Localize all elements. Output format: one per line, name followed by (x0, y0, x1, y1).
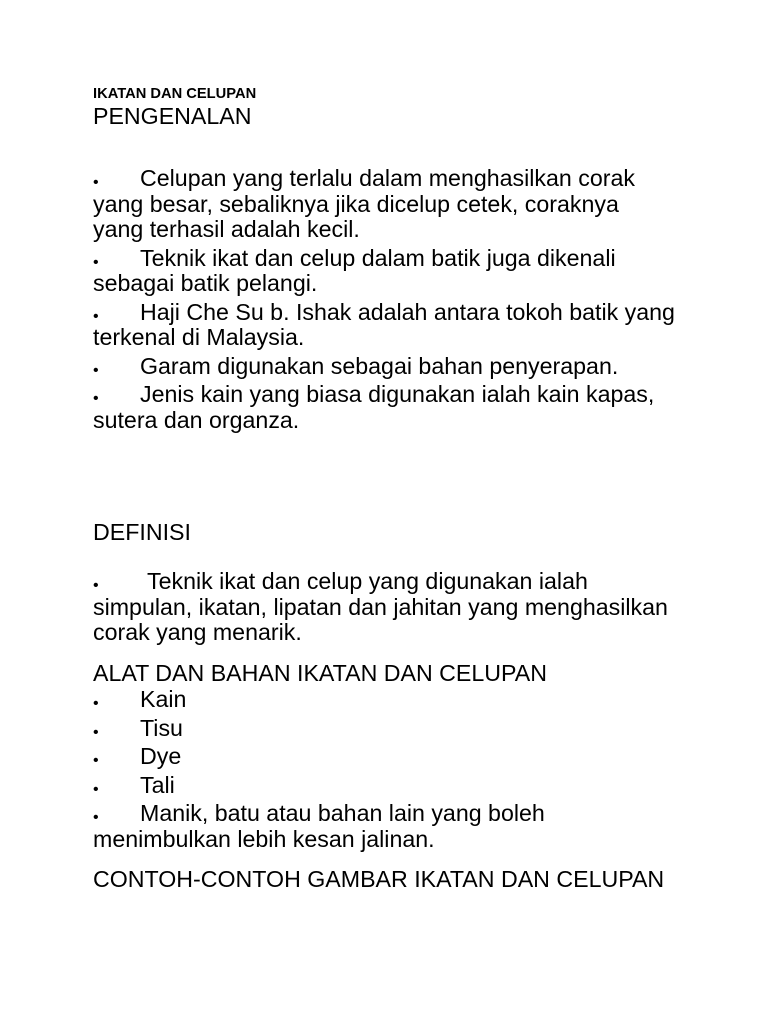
list-item (93, 382, 733, 433)
alat-dan-bahan-list (93, 687, 733, 852)
list-item (93, 354, 733, 380)
list-item-line: Celupan yang terlalu dalam menghasilkan corak (140, 165, 635, 191)
bullet-icon: • (93, 361, 99, 379)
list-item (93, 716, 733, 742)
list-item-line: Teknik ikat dan celup yang digunakan ialah (147, 568, 588, 594)
section-heading-contoh: CONTOH-CONTOH GAMBAR IKATAN DAN CELUPAN (93, 866, 665, 892)
bullet-icon: • (93, 723, 99, 741)
section-heading-alat-dan-bahan: ALAT DAN BAHAN IKATAN DAN CELUPAN (93, 660, 547, 686)
bullet-icon: • (93, 809, 99, 826)
list-item (93, 246, 733, 297)
list-item (93, 166, 733, 243)
list-item-line: simpulan, ikatan, lipatan dan jahitan yang menghasilkan (93, 593, 668, 620)
bullet-icon: • (93, 174, 99, 191)
list-item (93, 801, 733, 852)
list-item-line: Manik, batu atau bahan lain yang boleh (140, 800, 545, 826)
list-item (93, 300, 733, 351)
list-item-line: Garam digunakan sebagai bahan penyerapan. (140, 352, 619, 379)
pengenalan-list (93, 166, 733, 433)
bullet-icon: • (93, 390, 99, 407)
list-item (93, 773, 733, 799)
list-item-line: sutera dan organza. (93, 406, 300, 433)
bullet-icon: • (93, 752, 99, 769)
definisi-list (93, 569, 733, 646)
bullet-icon: • (93, 695, 99, 712)
section-heading-definisi: DEFINISI (93, 519, 191, 545)
bullet-icon: • (93, 253, 99, 271)
list-item-line: Tali (140, 771, 175, 798)
list-item-line: terkenal di Malaysia. (93, 324, 305, 350)
list-item-line: Teknik ikat dan celup dalam batik juga dikenali (140, 244, 616, 271)
list-item-line: menimbulkan lebih kesan jalinan. (93, 825, 435, 852)
list-item (93, 687, 733, 713)
list-item-line: Jenis kain yang biasa digunakan ialah kain kapas, (140, 381, 655, 407)
section-heading-pengenalan: PENGENALAN (93, 103, 252, 129)
document-title: IKATAN DAN CELUPAN (93, 86, 257, 102)
list-item-line: Kain (140, 686, 187, 712)
bullet-icon: • (93, 780, 99, 798)
list-item-line: corak yang menarik. (93, 619, 302, 645)
list-item (93, 569, 733, 646)
list-item (93, 744, 733, 770)
bullet-icon: • (93, 307, 99, 325)
list-item-line: Tisu (140, 714, 183, 741)
bullet-icon: • (93, 577, 99, 594)
list-item-line: Dye (140, 743, 182, 769)
list-item-line: Haji Che Su b. Ishak adalah antara tokoh batik yang (140, 298, 675, 325)
list-item-line: yang besar, sebaliknya jika dicelup cetek, coraknya (93, 190, 619, 217)
list-item-line: sebagai batik pelangi. (93, 270, 318, 296)
list-item-line: yang terhasil adalah kecil. (93, 216, 360, 242)
